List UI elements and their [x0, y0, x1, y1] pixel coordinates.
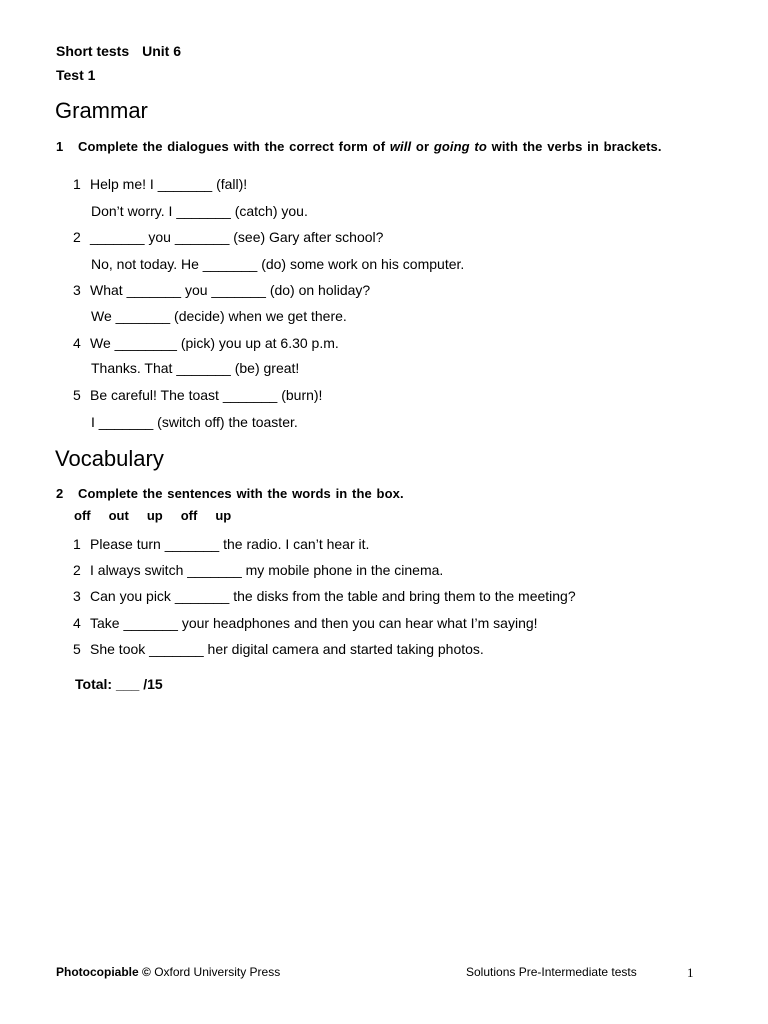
item-number: 5 [73, 387, 81, 403]
grammar-instruction [56, 139, 676, 155]
vocab-item-5 [73, 641, 484, 657]
item-number: 5 [73, 641, 81, 657]
item-line: We ________ (pick) you up at 6.30 p.m. [90, 335, 339, 351]
page-header [56, 43, 181, 59]
publisher-name: Oxford University Press [150, 965, 281, 979]
item-line: Please turn _______ the radio. I can’t hear it. [90, 536, 370, 552]
grammar-item-2 [73, 229, 383, 245]
photocopiable-label: Photocopiable [56, 965, 139, 979]
unit-label: Unit 6 [142, 43, 182, 59]
grammar-item-1 [73, 176, 247, 192]
total-score: Total: ___ /15 [75, 676, 163, 692]
item-line: What _______ you _______ (do) on holiday? [90, 282, 371, 298]
grammar-item-5 [73, 387, 322, 403]
instruction-number: 1 [56, 139, 64, 154]
instruction-text: Complete the sentences with the words in the box. [78, 486, 404, 501]
footer-copyright [56, 965, 280, 979]
instruction-text [78, 139, 676, 155]
item-line: _______ you _______ (see) Gary after school? [90, 229, 384, 245]
footer-book-title: Solutions Pre-Intermediate tests [466, 965, 637, 979]
word-box-item: up [146, 508, 163, 523]
grammar-item-4 [73, 335, 339, 351]
vocabulary-instruction [56, 486, 676, 502]
copyright-symbol: © [142, 965, 151, 979]
item-line: Can you pick _______ the disks from the table and bring them to the meeting? [90, 588, 576, 604]
word-box [74, 508, 249, 523]
instruction-number: 2 [56, 486, 64, 501]
item-number: 2 [73, 229, 81, 245]
item-number: 1 [73, 176, 81, 192]
vocab-item-2 [73, 562, 443, 578]
instruction-part: or [411, 139, 434, 154]
item-line: Help me! I _______ (fall)! [90, 176, 248, 192]
grammar-response-4: Thanks. That _______ (be) great! [91, 360, 300, 376]
item-number: 4 [73, 335, 81, 351]
item-number: 1 [73, 536, 81, 552]
test-label: Test 1 [56, 67, 96, 83]
word-box-item: out [108, 508, 129, 523]
vocab-item-1 [73, 536, 369, 552]
vocab-item-4 [73, 615, 538, 631]
item-number: 3 [73, 282, 81, 298]
item-line: Take _______ your headphones and then you can hear what I’m saying! [90, 615, 538, 631]
item-line: I always switch _______ my mobile phone in the cinema. [90, 562, 444, 578]
grammar-response-5: I _______ (switch off) the toaster. [91, 414, 298, 430]
grammar-response-1: Don’t worry. I _______ (catch) you. [91, 203, 308, 219]
vocabulary-heading: Vocabulary [55, 446, 164, 471]
grammar-heading: Grammar [55, 98, 148, 123]
vocab-item-3 [73, 588, 576, 604]
instruction-going-to: going to [433, 139, 487, 154]
grammar-item-3 [73, 282, 370, 298]
item-number: 3 [73, 588, 81, 604]
instruction-part: with the verbs in brackets. [486, 139, 662, 154]
instruction-will: will [389, 139, 412, 154]
item-line: Be careful! The toast _______ (burn)! [90, 387, 323, 403]
item-number: 2 [73, 562, 81, 578]
page-number: 1 [687, 965, 694, 980]
item-number: 4 [73, 615, 81, 631]
series-title: Short tests [56, 43, 130, 59]
word-box-item: off [180, 508, 198, 523]
item-line: She took _______ her digital camera and started taking photos. [90, 641, 484, 657]
word-box-item: off [74, 508, 91, 523]
instruction-part: Complete the dialogues with the correct form of [78, 139, 390, 154]
grammar-response-2: No, not today. He _______ (do) some work on his computer. [91, 256, 465, 272]
grammar-response-3: We _______ (decide) when we get there. [91, 308, 347, 324]
word-box-item: up [215, 508, 232, 523]
